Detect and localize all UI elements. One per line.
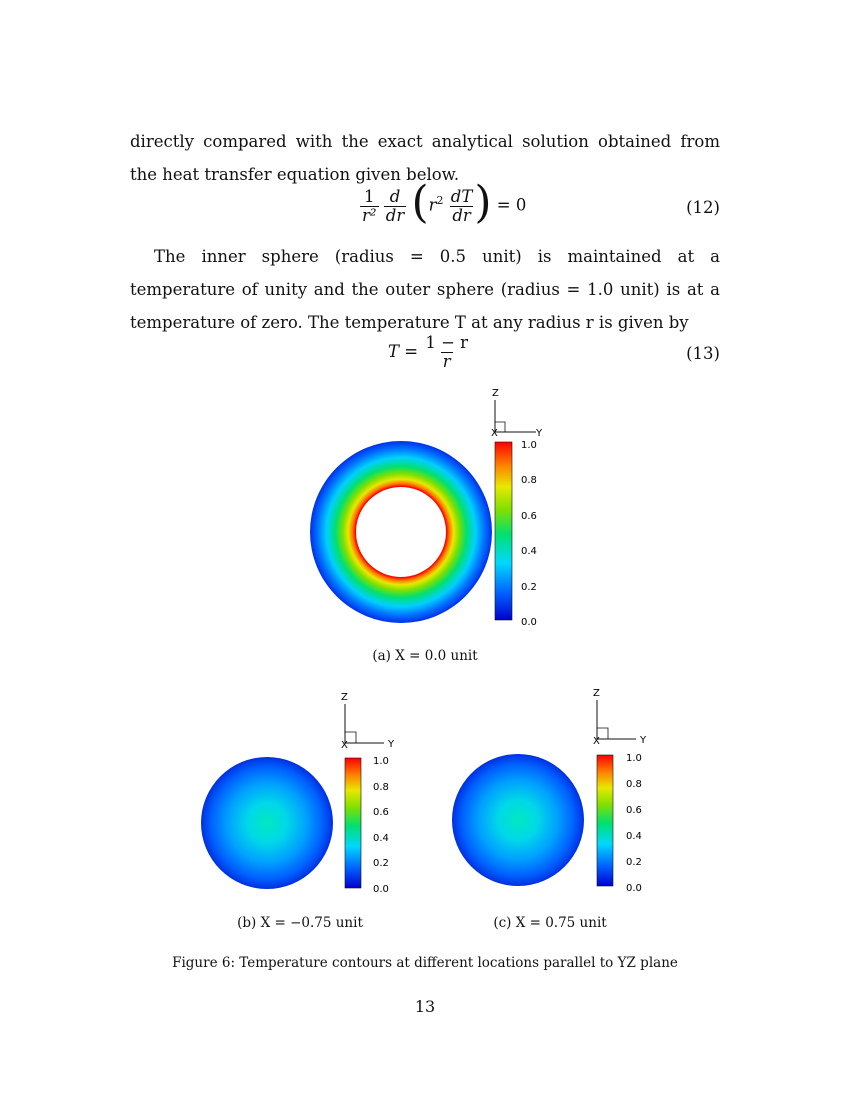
figure-caption: Figure 6: Temperature contours at different locations parallel to YZ plane [172,955,678,971]
colorbar-c-tick-02: 0.2 [626,857,642,868]
colorbar-b [345,758,361,888]
colorbar-b-tick-04: 0.4 [373,833,389,844]
page-number: 13 [414,997,436,1016]
eq13-lhs: T = [388,342,419,361]
colorbar-ticks-b [373,756,389,895]
colorbar-c-tick-04: 0.4 [626,831,642,842]
eq12-frac3-den: dr [452,205,471,225]
axis-x-a: X [491,428,498,439]
axis-y-c: Y [640,735,647,746]
eq12-frac2-den: dr [385,205,405,225]
paragraph-boundary-conditions: The inner sphere (radius = 0.5 unit) is maintained at a temperature of unity and the outer sphere (radius = 1.0 unit) is at a temperature of zero. The temperature T at any radius r is given by [130,247,720,332]
axis-triad-c [597,700,636,739]
colorbar-b-tick-02: 0.2 [373,858,389,869]
eq12-frac1-den: r² [362,205,377,225]
equation-13-number: (13) [686,344,720,363]
colorbar-a [495,442,512,620]
colorbar-c [597,755,613,886]
axis-triad-b [345,704,384,743]
colorbar-b-tick-0: 0.0 [373,884,389,895]
subcaption-c: (c) X = 0.75 unit [493,915,607,931]
subcaption-b: (b) X = −0.75 unit [237,915,363,931]
eq12-frac1-num: 1 [364,186,375,206]
colorbar-b-tick-1: 1.0 [373,756,389,767]
equation-12-body: $\frac{1}{\text{r²}}$ $\frac{d}{dr}$ ($r^2$ $\frac{dT}{dr}$ ) = 0 [362,177,527,228]
temperature-disk-c [452,754,584,886]
colorbar-a-tick-02: 0.2 [521,582,537,593]
axis-z-c: Z [593,688,600,699]
colorbar-b-tick-08: 0.8 [373,782,389,793]
eq12-frac2-num: d [389,186,401,206]
axis-triad-a [495,400,536,432]
colorbar-c-tick-08: 0.8 [626,779,642,790]
colorbar-ticks-c [626,753,642,894]
axis-x-c: X [593,736,600,747]
axis-x-b: X [341,740,348,751]
colorbar-a-tick-08: 0.8 [521,475,537,486]
eq12-frac3-num: dT [450,186,473,206]
axis-z-b: Z [341,692,348,703]
axis-y-a: Y [536,428,543,439]
colorbar-b-tick-06: 0.6 [373,807,389,818]
temperature-disk-b [201,757,333,889]
axis-y-b: Y [388,739,395,750]
colorbar-c-tick-0: 0.0 [626,883,642,894]
colorbar-c-tick-06: 0.6 [626,805,642,816]
colorbar-a-tick-04: 0.4 [521,546,537,557]
subcaption-a: (a) X = 0.0 unit [372,648,478,664]
eq12-inner-r: r [428,195,437,215]
paragraph-intro: directly compared with the exact analytical solution obtained from the heat transfer equation given below. [130,132,720,184]
temperature-ring-a [310,441,492,623]
eq12-inner-sup: 2 [436,194,444,207]
eq13-num: 1 − r [425,333,469,352]
colorbar-a-tick-06: 0.6 [521,511,537,522]
colorbar-a-tick-0: 0.0 [521,617,537,628]
colorbar-a-tick-1: 1.0 [521,440,537,451]
eq12-rhs: = 0 [496,195,527,215]
eq13-den: r [442,352,451,371]
colorbar-c-tick-1: 1.0 [626,753,642,764]
colorbar-ticks-a [521,440,537,628]
equation-12-number: (12) [686,198,720,217]
axis-z-a: Z [492,388,499,399]
